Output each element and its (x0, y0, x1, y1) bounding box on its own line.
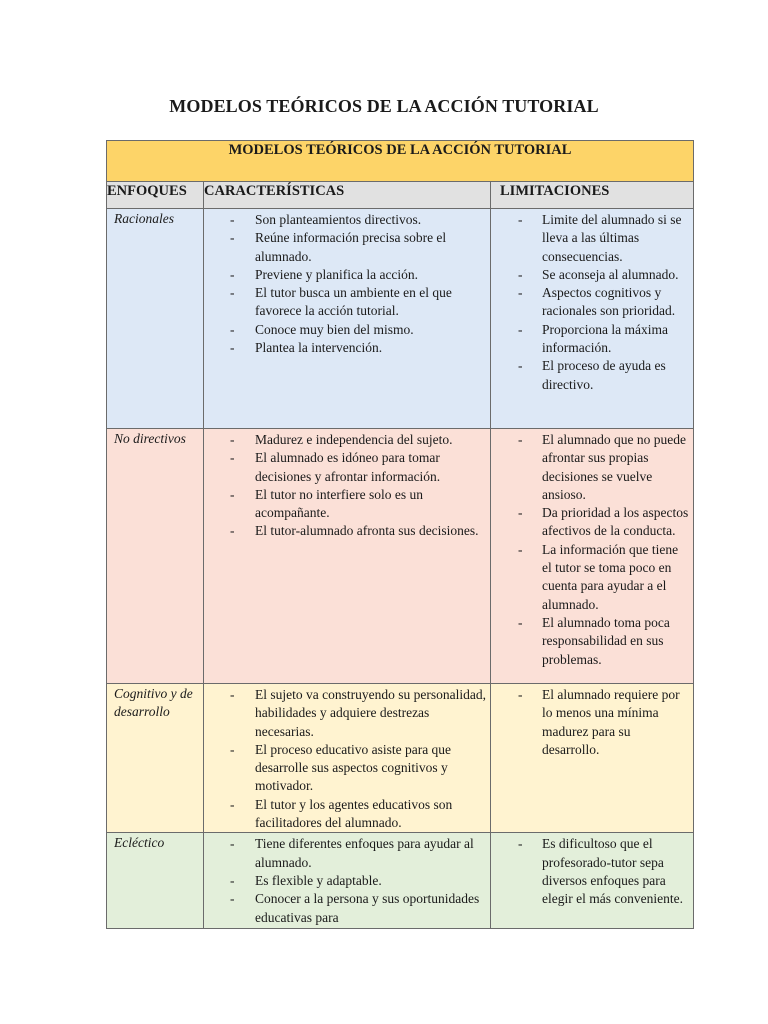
limitaciones-list (491, 209, 693, 394)
limitaciones-list (491, 684, 693, 759)
caracteristicas-list (204, 684, 490, 832)
table-row-cognitivo (107, 684, 694, 833)
enfoque-cell: No directivos (107, 429, 204, 684)
list-item: - Limite del alumnado si se lleva a las últimas consecuencias. (491, 211, 691, 266)
caracteristicas-cell (204, 833, 491, 929)
list-item: - Plantea la intervención. (204, 339, 486, 357)
list-item: - El tutor y los agentes educativos son facilitadores del alumnado. (204, 796, 486, 833)
list-item: - Es flexible y adaptable. (204, 872, 486, 890)
list-item: - La información que tiene el tutor se toma poco en cuenta para ayudar a el alumnado. (491, 541, 691, 614)
caracteristicas-clip (204, 833, 490, 925)
list-item: - Reúne información precisa sobre el alumnado. (204, 229, 486, 266)
header-limitaciones: LIMITACIONES (491, 182, 694, 209)
list-item: - Conoce muy bien del mismo. (204, 321, 486, 339)
list-item: - Aspectos cognitivos y racionales son prioridad. (491, 284, 691, 321)
enfoque-cell: Racionales (107, 209, 204, 429)
limitaciones-list (491, 429, 693, 669)
list-item: - Conocer a la persona y sus oportunidades educativas para (204, 890, 486, 925)
list-item: - Da prioridad a los aspectos afectivos de la conducta. (491, 504, 691, 541)
list-item: - El proceso educativo asiste para que desarrolle sus aspectos cognitivos y motivador. (204, 741, 486, 796)
table-title-row (107, 141, 694, 182)
list-item: - Madurez e independencia del sujeto. (204, 431, 486, 449)
enfoque-label: Ecléctico (114, 835, 165, 851)
caracteristicas-cell (204, 209, 491, 429)
limitaciones-cell (491, 429, 694, 684)
caracteristicas-list (204, 833, 490, 925)
list-item: - El tutor busca un ambiente en el que favorece la acción tutorial. (204, 284, 486, 321)
limitaciones-list (491, 833, 693, 908)
list-item: - El tutor no interfiere solo es un acompañante. (204, 486, 486, 523)
table-row-eclectico (107, 833, 694, 929)
list-item: - Es dificultoso que el profesorado-tutor sepa diversos enfoques para elegir el más conveniente. (491, 835, 691, 908)
table-header-row (107, 182, 694, 209)
limitaciones-clip (491, 833, 693, 925)
table-row-no-directivos (107, 429, 694, 684)
list-item: - Proporciona la máxima información. (491, 321, 691, 358)
enfoque-cell (107, 833, 204, 929)
table-title: MODELOS TEÓRICOS DE LA ACCIÓN TUTORIAL (107, 141, 694, 182)
caracteristicas-list (204, 209, 490, 357)
models-table (106, 140, 694, 929)
enfoque-cell: Cognitivo y de desarrollo (107, 684, 204, 833)
caracteristicas-list (204, 429, 490, 541)
list-item: - El proceso de ayuda es directivo. (491, 357, 691, 394)
list-item: - El alumnado requiere por lo menos una mínima madurez para su desarrollo. (491, 686, 691, 759)
list-item: - El alumnado que no puede afrontar sus propias decisiones se vuelve ansioso. (491, 431, 691, 504)
caracteristicas-cell (204, 684, 491, 833)
list-item: - Previene y planifica la acción. (204, 266, 486, 284)
table-row-racionales (107, 209, 694, 429)
limitaciones-cell (491, 209, 694, 429)
limitaciones-cell (491, 684, 694, 833)
list-item: - El sujeto va construyendo su personalidad, habilidades y adquiere destrezas necesarias. (204, 686, 486, 741)
list-item: - Son planteamientos directivos. (204, 211, 486, 229)
list-item: - Tiene diferentes enfoques para ayudar al alumnado. (204, 835, 486, 872)
header-caracteristicas: CARACTERÍSTICAS (204, 182, 491, 209)
list-item: - Se aconseja al alumnado. (491, 266, 691, 284)
list-item: - El tutor-alumnado afronta sus decisiones. (204, 522, 486, 540)
limitaciones-cell (491, 833, 694, 929)
header-enfoques: ENFOQUES (107, 182, 204, 209)
list-item: - El alumnado toma poca responsabilidad en sus problemas. (491, 614, 691, 669)
caracteristicas-cell (204, 429, 491, 684)
list-item: - El alumnado es idóneo para tomar decisiones y afrontar información. (204, 449, 486, 486)
document-title: MODELOS TEÓRICOS DE LA ACCIÓN TUTORIAL (169, 96, 599, 116)
